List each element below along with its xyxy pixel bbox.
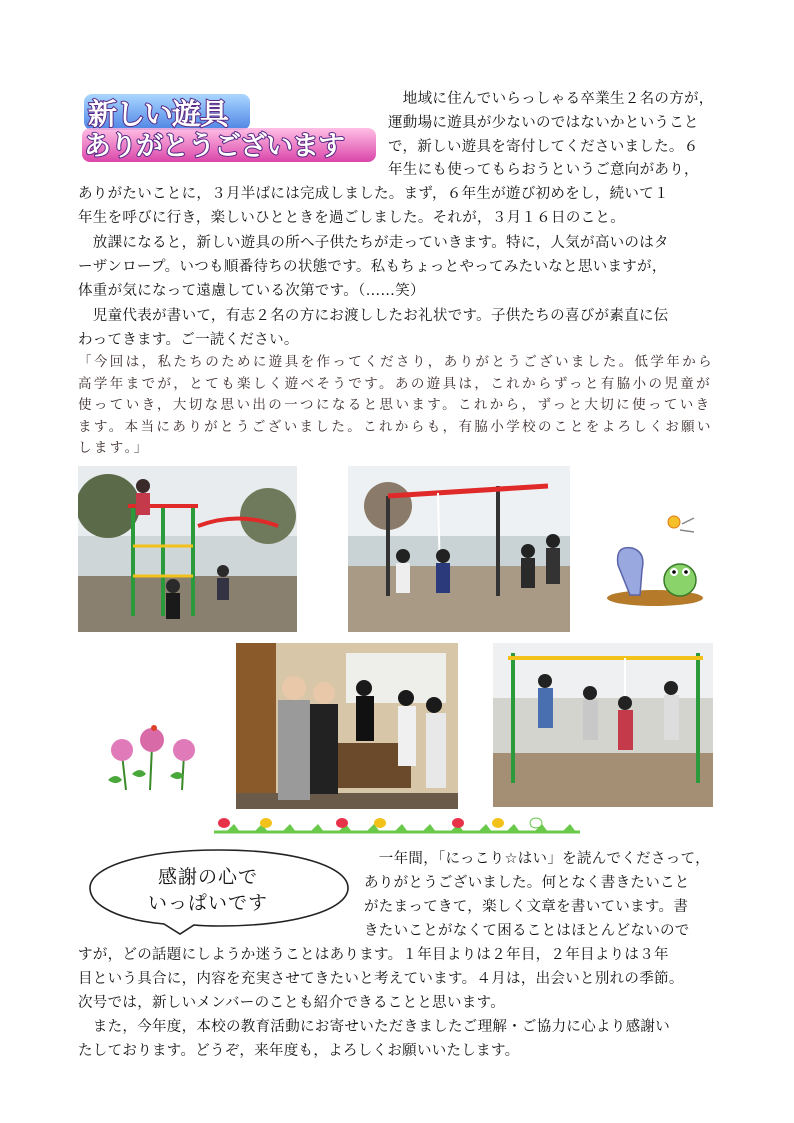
clover-flower-illustration (104, 724, 212, 796)
letter-line: 高学年までが，とても楽しく遊べそうです。あの遊具は，これからずっと有脇小の児童が (78, 375, 713, 392)
closing-line: 一年間，「にっこり☆はい」を読んでくださって， (364, 851, 710, 867)
frog-elephant-illustration (600, 510, 720, 610)
thank-you-letter (78, 352, 728, 460)
title-line-1: 新しい遊具 (88, 97, 229, 131)
tarzan-rope-photo (348, 466, 570, 632)
intro-line: 放課になると，新しい遊具の所へ子供たちが走っていきます。特に，人気が高いのはタ (78, 235, 669, 251)
speech-bubble-text (108, 864, 308, 916)
closing-line: 次号では，新しいメンバーのことも紹介できることと思います。 (78, 995, 506, 1011)
closing-line: ありがとうございました。何となく書きたいこと (364, 875, 690, 891)
intro-line: 地域に住んでいらっしゃる卒業生２名の方が， (388, 91, 714, 107)
letter-line: 使っていき，大切な思い出の一つになると思います。これから，ずっと大切に使っていき (78, 397, 712, 413)
closing-line: 目という具合に，内容を充実させてきたいと考えています。４月は，出会いと別れの季節。 (78, 971, 684, 987)
intro-line: 体重が気になって遠慮している次第です。（……笑） (78, 283, 425, 299)
intro-line: 児童代表が書いて，有志２名の方にお渡ししたお礼状です。子供たちの喜びが素直に伝 (78, 308, 669, 324)
closing-line: たしております。どうぞ，来年度も，よろしくお願いいたします。 (78, 1043, 520, 1059)
closing-line: きたいことがなくて困ることはほとんどないので (364, 923, 690, 939)
thank-you-meeting-photo (236, 643, 458, 809)
intro-line: で，新しい遊具を寄付してくださいました。６ (388, 139, 699, 155)
letter-line: 「今回は，私たちのために遊具を作ってくださり，ありがとうございました。低学年から (78, 354, 714, 370)
playground-climbing-frame-photo (78, 466, 297, 632)
letter-line: します。」 (78, 440, 150, 456)
intro-line: ーザンロープ。いつも順番待ちの状態です。私もちょっとやってみたいなと思いますが， (78, 259, 667, 275)
intro-line: 年生を呼びに行き，楽しいひとときを過ごしました。それが，３月１６日のこと。 (78, 210, 626, 226)
intro-line: わってきます。ご一読ください。 (78, 332, 299, 348)
closing-line: すが，どの話題にしようか迷うことはあります。１年目よりは２年目，２年目よりは３年 (78, 947, 669, 963)
intro-line: 年生にも使ってもらおうというご意向があり， (388, 162, 699, 178)
closing-line: また，今年度，本校の教育活動にお寄せいただきましたご理解・ご協力に心より感謝い (78, 1019, 670, 1035)
intro-line: ありがたいことに，３月半ばには完成しました。まず，６年生が遊び初めをし，続いて１ (78, 186, 669, 202)
letter-line: ます。本当にありがとうございました。これからも，有脇小学校のことをよろしくお願い (78, 418, 713, 435)
intro-line: 運動場に遊具が少ないのではないかということ (388, 115, 699, 131)
children-at-playground-photo (493, 643, 713, 807)
bubble-line-2: いっぱいです (147, 892, 268, 914)
closing-line: がたまってきて，楽しく文章を書いています。書 (364, 899, 689, 915)
title-line-2: ありがとうございます (84, 131, 344, 162)
tulip-border-divider (214, 814, 580, 838)
bubble-line-1: 感謝の心で (157, 866, 258, 888)
